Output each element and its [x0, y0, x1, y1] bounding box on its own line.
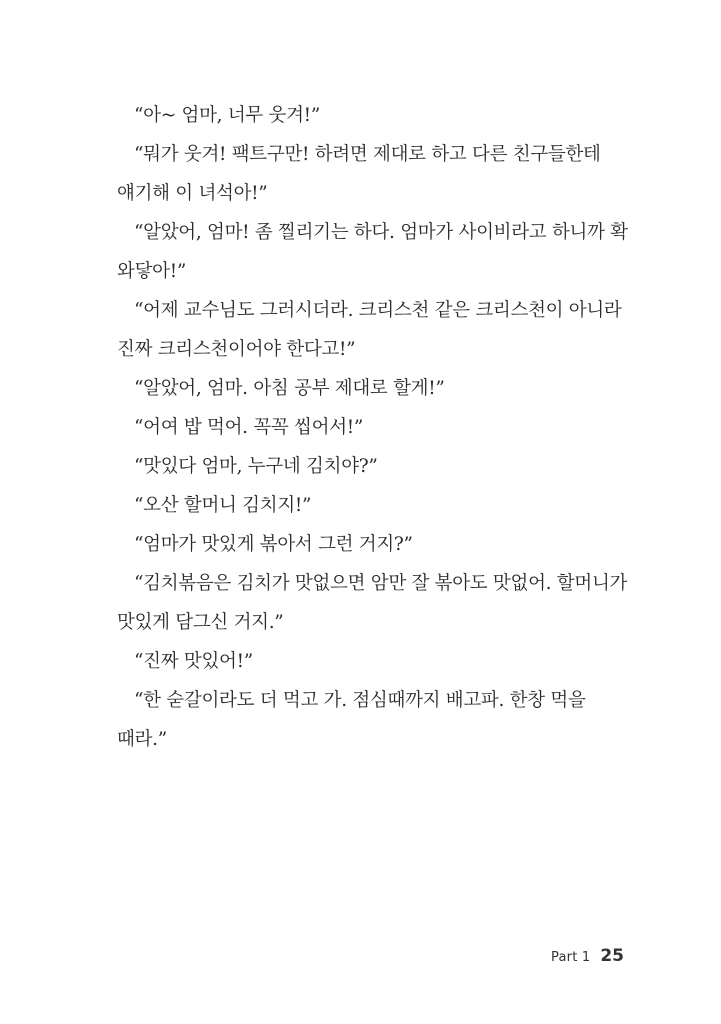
paragraph: “알았어, 엄마! 좀 찔리기는 하다. 엄마가 사이비라고 하니까 확 와닿아!”	[117, 222, 628, 282]
page-number: 25	[600, 946, 624, 966]
paragraph: “아~ 엄마, 너무 웃겨!”	[134, 105, 320, 126]
paragraph: “오산 할머니 김치지!”	[134, 495, 312, 516]
paragraph: “김치볶음은 김치가 맛없으면 암만 잘 볶아도 맛없어. 할머니가 맛있게 담그신 거지.”	[117, 573, 628, 633]
paragraph: “한 숟갈이라도 더 먹고 가. 점심때까지 배고파. 한창 먹을 때라.”	[117, 690, 586, 750]
paragraph: “어제 교수님도 그러시더라. 크리스천 같은 크리스천이 아니라 진짜 크리스천이어야 한다고!”	[117, 300, 622, 360]
paragraph: “맛있다 엄마, 누구네 김치야?”	[134, 456, 378, 477]
paragraph: “진짜 맛있어!”	[134, 651, 253, 672]
paragraph: “어여 밥 먹어. 꼭꼭 씹어서!”	[134, 417, 364, 438]
paragraph: “알았어, 엄마. 아침 공부 제대로 할게!”	[134, 378, 445, 399]
part-label: Part 1	[551, 950, 591, 965]
paragraph: “뭐가 웃겨! 팩트구만! 하려면 제대로 하고 다른 친구들한테 얘기해 이 녀석아!”	[117, 144, 601, 204]
page-footer	[551, 946, 624, 966]
paragraph: “엄마가 맛있게 볶아서 그런 거지?”	[134, 534, 413, 555]
body-text	[117, 96, 637, 759]
